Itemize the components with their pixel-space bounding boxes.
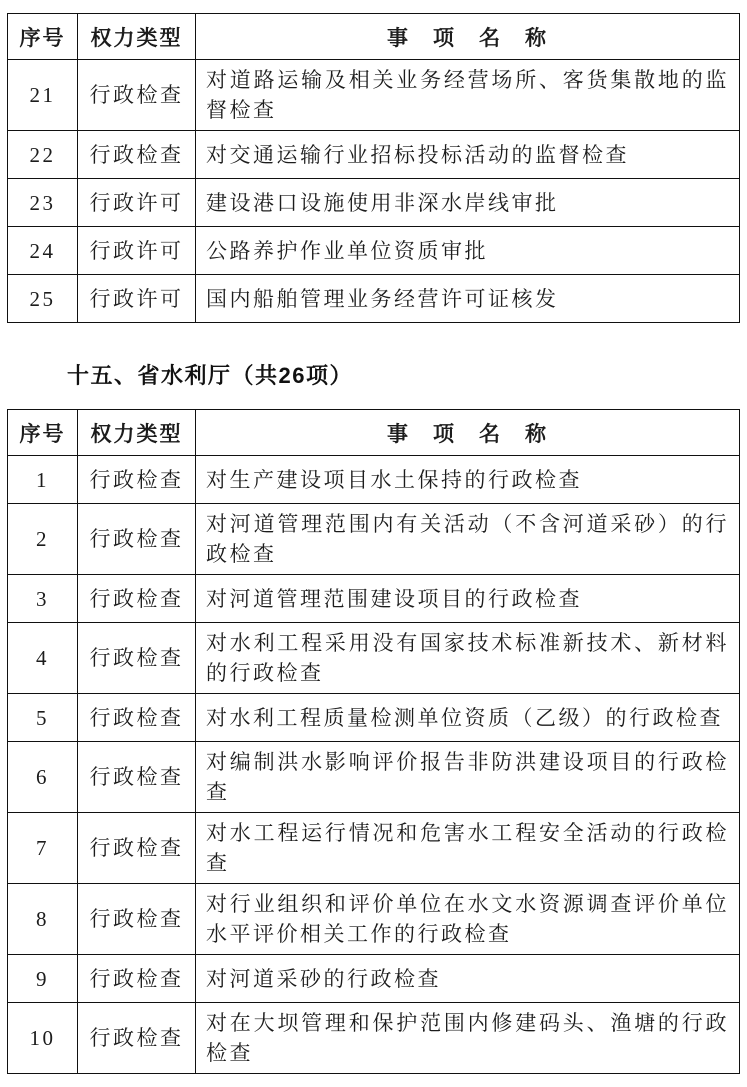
row-number-cell: 10	[8, 1003, 78, 1074]
row-number-cell: 2	[8, 504, 78, 575]
item-name-cell: 对交通运输行业招标投标活动的监督检查	[196, 131, 740, 179]
row-number-cell: 25	[8, 275, 78, 323]
water-table-body	[8, 456, 740, 1074]
item-name-cell: 对编制洪水影响评价报告非防洪建设项目的行政检查	[196, 742, 740, 813]
power-type-cell: 行政许可	[78, 275, 196, 323]
row-number-cell: 21	[8, 60, 78, 131]
table-row	[8, 623, 740, 694]
table-row	[8, 131, 740, 179]
power-type-cell: 行政检查	[78, 60, 196, 131]
table-row	[8, 694, 740, 742]
header-cell-power-type: 权力类型	[78, 14, 196, 60]
item-name-cell: 对河道管理范围建设项目的行政检查	[196, 575, 740, 623]
power-type-cell: 行政检查	[78, 694, 196, 742]
table-row	[8, 884, 740, 955]
power-type-cell: 行政检查	[78, 623, 196, 694]
table-row	[8, 1003, 740, 1074]
item-name-cell: 对水利工程采用没有国家技术标准新技术、新材料的行政检查	[196, 623, 740, 694]
table-row	[8, 575, 740, 623]
table-row	[8, 227, 740, 275]
transport-table-body	[8, 60, 740, 323]
item-name-cell: 对道路运输及相关业务经营场所、客货集散地的监督检查	[196, 60, 740, 131]
transport-powers-table	[7, 13, 740, 323]
row-number-cell: 1	[8, 456, 78, 504]
table-header-row	[8, 410, 740, 456]
item-name-cell: 对水工程运行情况和危害水工程安全活动的行政检查	[196, 813, 740, 884]
table-header-row	[8, 14, 740, 60]
power-type-cell: 行政检查	[78, 955, 196, 1003]
row-number-cell: 3	[8, 575, 78, 623]
power-type-cell: 行政许可	[78, 179, 196, 227]
power-type-cell: 行政检查	[78, 131, 196, 179]
item-name-cell: 对生产建设项目水土保持的行政检查	[196, 456, 740, 504]
item-name-cell: 对水利工程质量检测单位资质（乙级）的行政检查	[196, 694, 740, 742]
power-type-cell: 行政检查	[78, 575, 196, 623]
row-number-cell: 22	[8, 131, 78, 179]
water-powers-table	[7, 409, 740, 1074]
section-heading: 十五、省水利厅（共26项）	[67, 363, 353, 388]
table-row	[8, 955, 740, 1003]
table-row	[8, 60, 740, 131]
power-type-cell: 行政许可	[78, 227, 196, 275]
item-name-cell: 对在大坝管理和保护范围内修建码头、渔塘的行政检查	[196, 1003, 740, 1074]
power-type-cell: 行政检查	[78, 884, 196, 955]
header-cell-serial-number: 序号	[8, 410, 78, 456]
table-row	[8, 179, 740, 227]
item-name-cell: 公路养护作业单位资质审批	[196, 227, 740, 275]
table-row	[8, 504, 740, 575]
item-name-cell: 对河道管理范围内有关活动（不含河道采砂）的行政检查	[196, 504, 740, 575]
row-number-cell: 7	[8, 813, 78, 884]
row-number-cell: 8	[8, 884, 78, 955]
row-number-cell: 23	[8, 179, 78, 227]
item-name-cell: 对河道采砂的行政检查	[196, 955, 740, 1003]
item-name-cell: 建设港口设施使用非深水岸线审批	[196, 179, 740, 227]
table-row	[8, 742, 740, 813]
row-number-cell: 5	[8, 694, 78, 742]
row-number-cell: 4	[8, 623, 78, 694]
row-number-cell: 6	[8, 742, 78, 813]
power-type-cell: 行政检查	[78, 742, 196, 813]
header-cell-power-type: 权力类型	[78, 410, 196, 456]
table-row	[8, 456, 740, 504]
power-type-cell: 行政检查	[78, 813, 196, 884]
header-cell-serial-number: 序号	[8, 14, 78, 60]
table-row	[8, 275, 740, 323]
table-row	[8, 813, 740, 884]
power-type-cell: 行政检查	[78, 456, 196, 504]
header-cell-item-name: 事 项 名 称	[196, 14, 740, 60]
power-type-cell: 行政检查	[78, 504, 196, 575]
power-type-cell: 行政检查	[78, 1003, 196, 1074]
row-number-cell: 9	[8, 955, 78, 1003]
item-name-cell: 对行业组织和评价单位在水文水资源调查评价单位水平评价相关工作的行政检查	[196, 884, 740, 955]
row-number-cell: 24	[8, 227, 78, 275]
header-cell-item-name: 事 项 名 称	[196, 410, 740, 456]
item-name-cell: 国内船舶管理业务经营许可证核发	[196, 275, 740, 323]
